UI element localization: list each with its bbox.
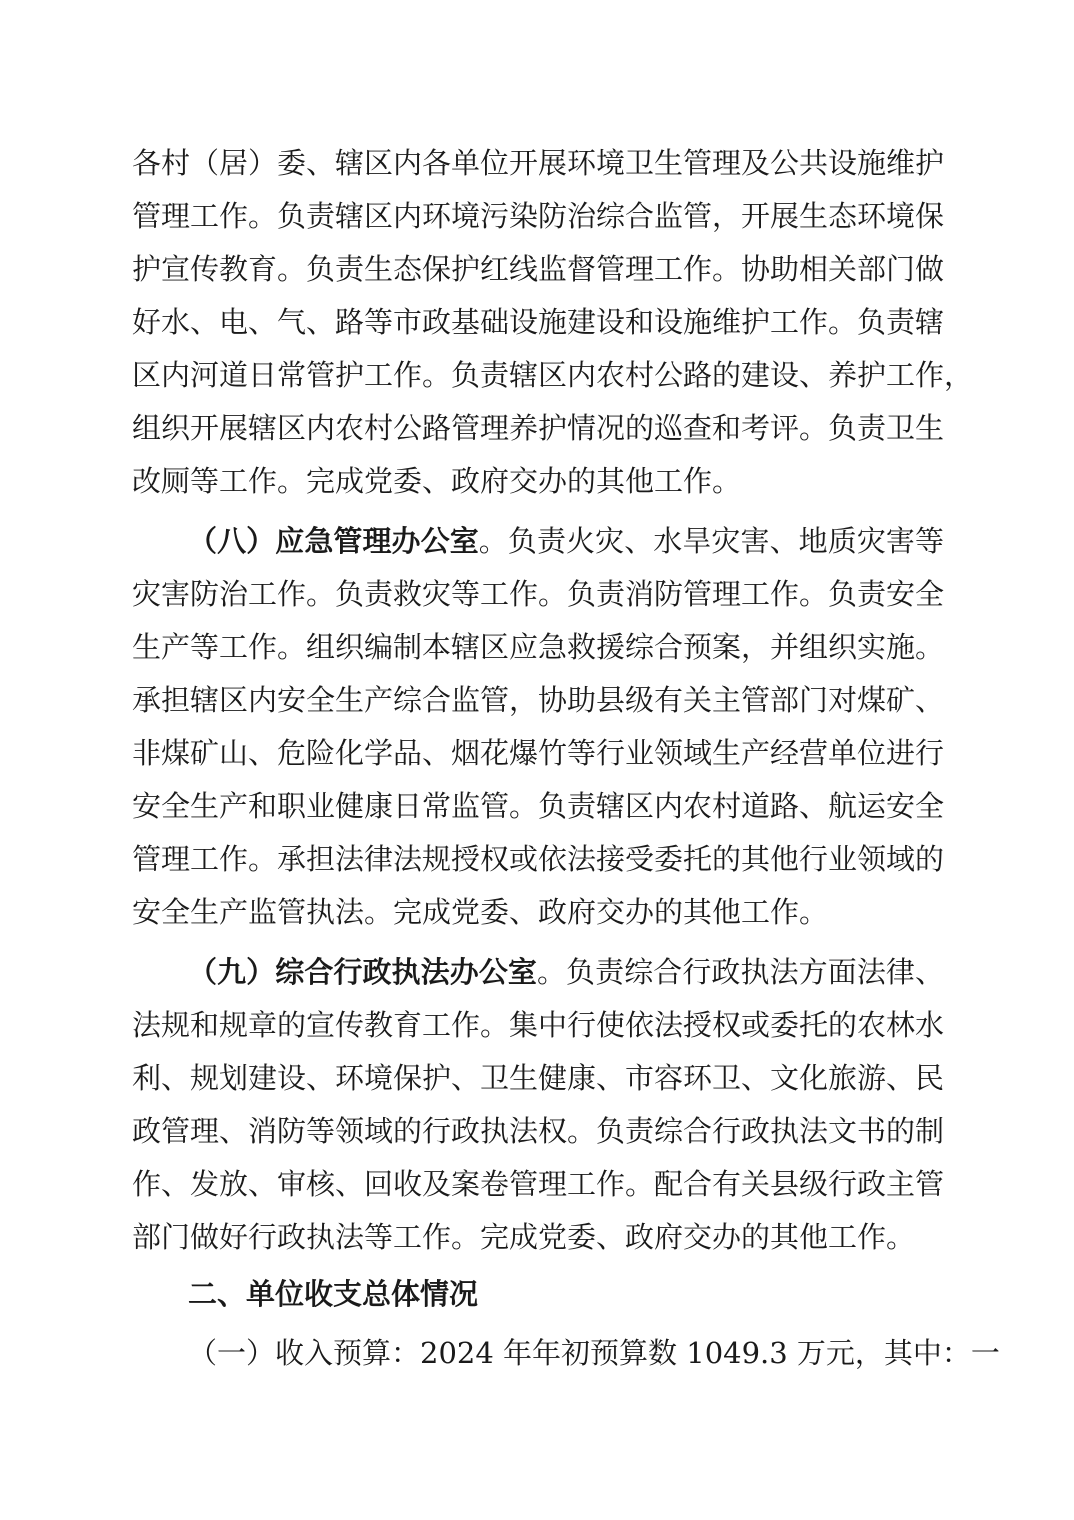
body-text-line: 安全生产监管执法。完成党委、政府交办的其他工作。 [132, 895, 829, 929]
section-9-title: （九）综合行政执法办公室 [188, 955, 537, 989]
body-text-line: 组织开展辖区内农村公路管理养护情况的巡查和考评。负责卫生 [132, 411, 945, 445]
section-9-first-line [188, 952, 944, 992]
body-text-line: 改厕等工作。完成党委、政府交办的其他工作。 [132, 464, 742, 498]
income-budget-line: （一）收入预算：2024 年年初预算数 1049.3 万元，其中：一 [188, 1336, 1000, 1370]
body-text-line: 作、发放、审核、回收及案卷管理工作。配合有关县级行政主管 [132, 1167, 945, 1201]
body-text-line: 各村（居）委、辖区内各单位开展环境卫生管理及公共设施维护 [132, 146, 945, 180]
body-text-line: 护宣传教育。负责生态保护红线监督管理工作。协助相关部门做 [132, 252, 945, 286]
section-heading: 二、单位收支总体情况 [188, 1277, 479, 1311]
body-text-line: 管理工作。负责辖区内环境污染防治综合监管，开展生态环境保 [132, 199, 945, 233]
section-8-first-line [188, 521, 944, 561]
section-9-first-line-text: 。负责综合行政执法方面法律、 [536, 955, 944, 989]
body-text-line: 承担辖区内安全生产综合监管，协助县级有关主管部门对煤矿、 [132, 683, 945, 717]
body-text-line: 部门做好行政执法等工作。完成党委、政府交办的其他工作。 [132, 1220, 916, 1254]
body-text-line: 法规和规章的宣传教育工作。集中行使依法授权或委托的农林水 [132, 1008, 945, 1042]
body-text-line: 利、规划建设、环境保护、卫生健康、市容环卫、文化旅游、民 [132, 1061, 945, 1095]
body-text-line: 区内河道日常管护工作。负责辖区内农村公路的建设、养护工作， [132, 358, 974, 392]
section-8-title: （八）应急管理办公室 [188, 524, 479, 558]
section-8-first-line-text: 。负责火灾、水旱灾害、地质灾害等 [478, 524, 944, 558]
body-text-line: 生产等工作。组织编制本辖区应急救援综合预案，并组织实施。 [132, 630, 945, 664]
body-text-line: 灾害防治工作。负责救灾等工作。负责消防管理工作。负责安全 [132, 577, 945, 611]
body-text-line: 非煤矿山、危险化学品、烟花爆竹等行业领域生产经营单位进行 [132, 736, 945, 770]
body-text-line: 管理工作。承担法律法规授权或依法接受委托的其他行业领域的 [132, 842, 945, 876]
body-text-line: 政管理、消防等领域的行政执法权。负责综合行政执法文书的制 [132, 1114, 945, 1148]
body-text-line: 安全生产和职业健康日常监管。负责辖区内农村道路、航运安全 [132, 789, 945, 823]
body-text-line: 好水、电、气、路等市政基础设施建设和设施维护工作。负责辖 [132, 305, 945, 339]
